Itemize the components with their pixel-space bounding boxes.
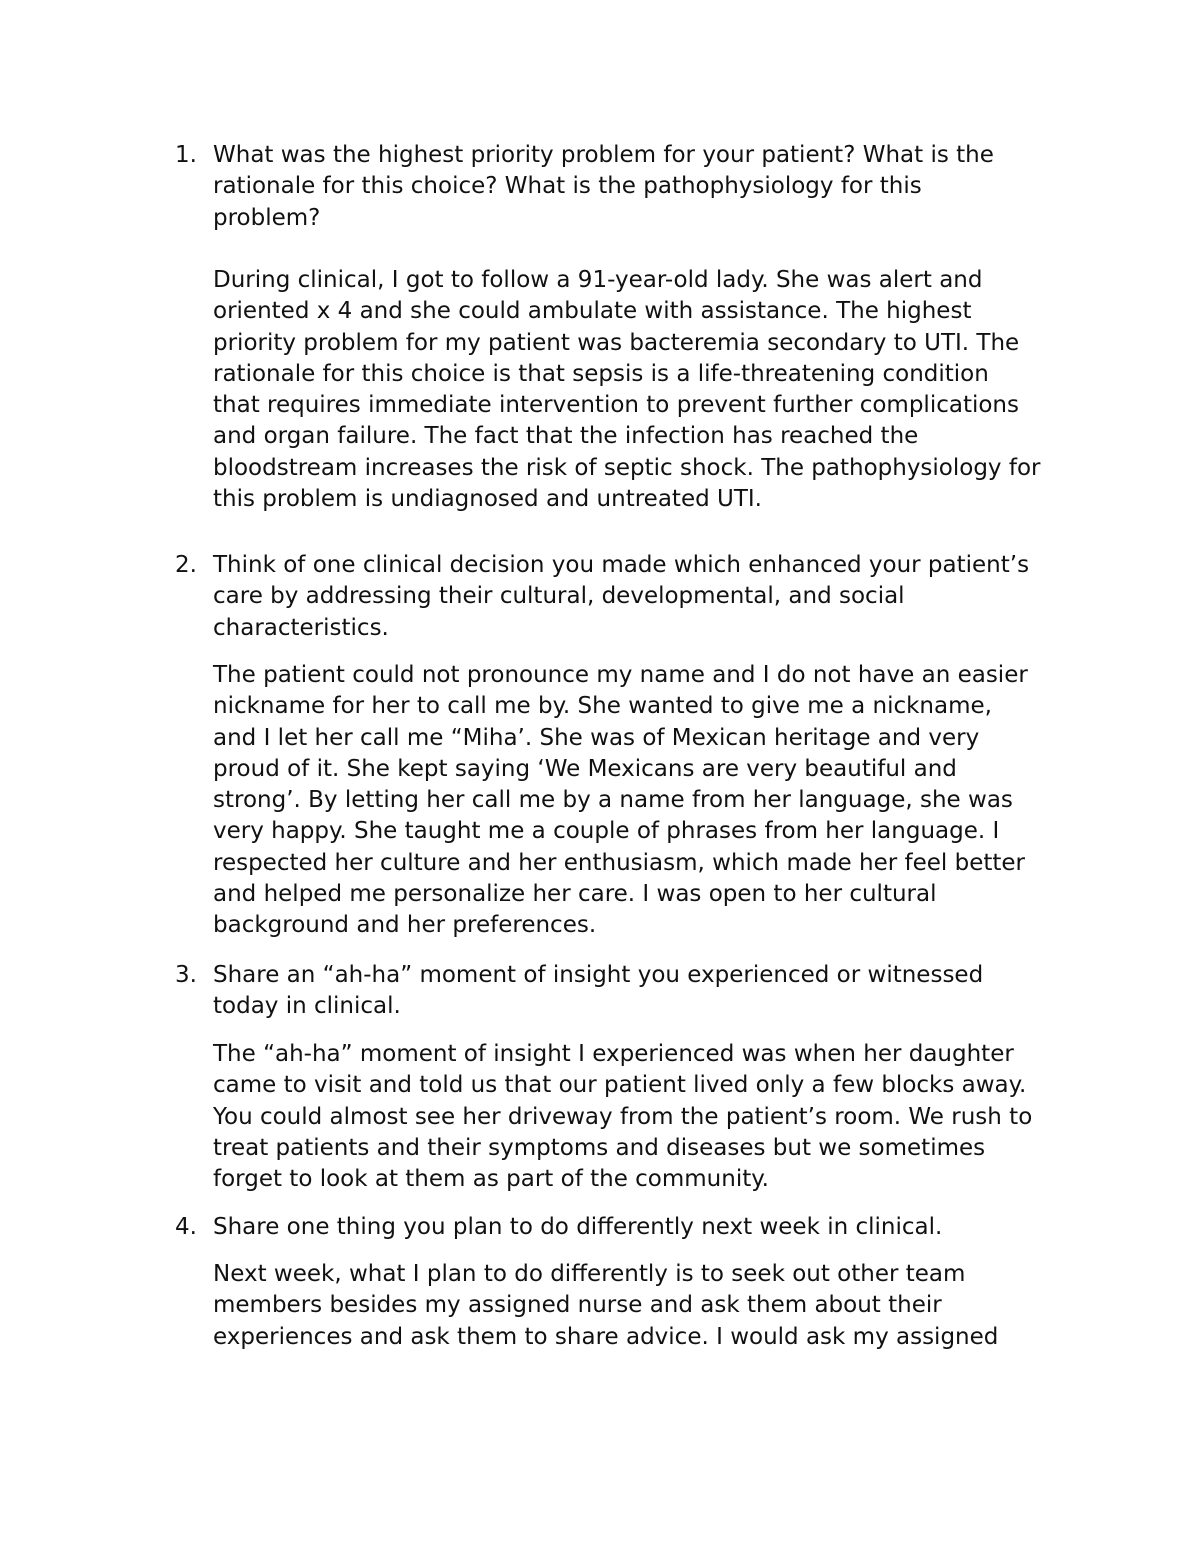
prompt-line: Share an “ah-ha” moment of insight you experienced or witnessed [213,962,984,988]
question-number: 2. [175,552,197,578]
answer-line: oriented x 4 and she could ambulate with assistance. The highest [213,298,972,325]
prompt-line: care by addressing their cultural, developmental, and social [213,583,905,610]
answer-line: forget to look at them as part of the community. [213,1166,769,1193]
answer-line: and I let her call me “Miha’. She was of Mexican heritage and very [213,724,980,751]
question-prompt [213,550,1093,644]
answer-line: members besides my assigned nurse and ask them about their [213,1292,942,1319]
answer-line: The patient could not pronounce my name and I do not have an easier [213,662,1028,688]
question-prompt [213,1212,1093,1243]
answer-line: proud of it. She kept saying ‘We Mexicans are very beautiful and [213,755,957,782]
answer-line: The “ah-ha” moment of insight I experienced was when her daughter [213,1041,1014,1067]
question-number: 1. [175,142,197,168]
question-answer [213,660,1093,942]
answer-line: treat patients and their symptoms and diseases but we sometimes [213,1134,986,1161]
answer-line: bloodstream increases the risk of septic shock. The pathophysiology for [213,454,1041,481]
prompt-line: Think of one clinical decision you made which enhanced your patient’s [213,552,1030,578]
answer-line: nickname for her to call me by. She wanted to give me a nickname, [213,693,992,720]
question-number: 4. [175,1214,197,1240]
answer-line: very happy. She taught me a couple of phrases from her language. I [213,818,1000,845]
question-answer [213,1259,1093,1353]
prompt-line: What was the highest priority problem for your patient? What is the [213,142,994,168]
answer-line: came to visit and told us that our patient lived only a few blocks away. [213,1072,1027,1099]
answer-line: and organ failure. The fact that the infection has reached the [213,423,919,450]
prompt-line: problem? [213,204,321,231]
question-number: 3. [175,962,197,988]
question-prompt [213,140,1093,234]
prompt-line: characteristics. [213,614,389,641]
answer-line: rationale for this choice is that sepsis is a life-threatening condition [213,360,989,387]
answer-line: You could almost see her driveway from the patient’s room. We rush to [213,1103,1033,1130]
prompt-line: rationale for this choice? What is the pathophysiology for this [213,173,922,200]
question-prompt [213,960,1093,1023]
answer-line: that requires immediate intervention to prevent further complications [213,392,1019,419]
answer-line: this problem is undiagnosed and untreated UTI. [213,486,762,513]
question-answer [213,1039,1093,1195]
answer-line: background and her preferences. [213,912,597,939]
answer-line: experiences and ask them to share advice. I would ask my assigned [213,1323,999,1350]
question-answer [213,265,1093,515]
answer-line: priority problem for my patient was bacteremia secondary to UTI. The [213,329,1020,356]
answer-line: respected her culture and her enthusiasm, which made her feel better [213,849,1025,876]
answer-line: and helped me personalize her care. I was open to her cultural [213,881,937,908]
prompt-line: today in clinical. [213,993,401,1020]
answer-line: During clinical, I got to follow a 91-year-old lady. She was alert and [213,267,983,293]
answer-line: strong’. By letting her call me by a name from her language, she was [213,787,1013,814]
prompt-line: Share one thing you plan to do differently next week in clinical. [213,1214,943,1240]
answer-line: Next week, what I plan to do differently is to seek out other team [213,1261,966,1287]
